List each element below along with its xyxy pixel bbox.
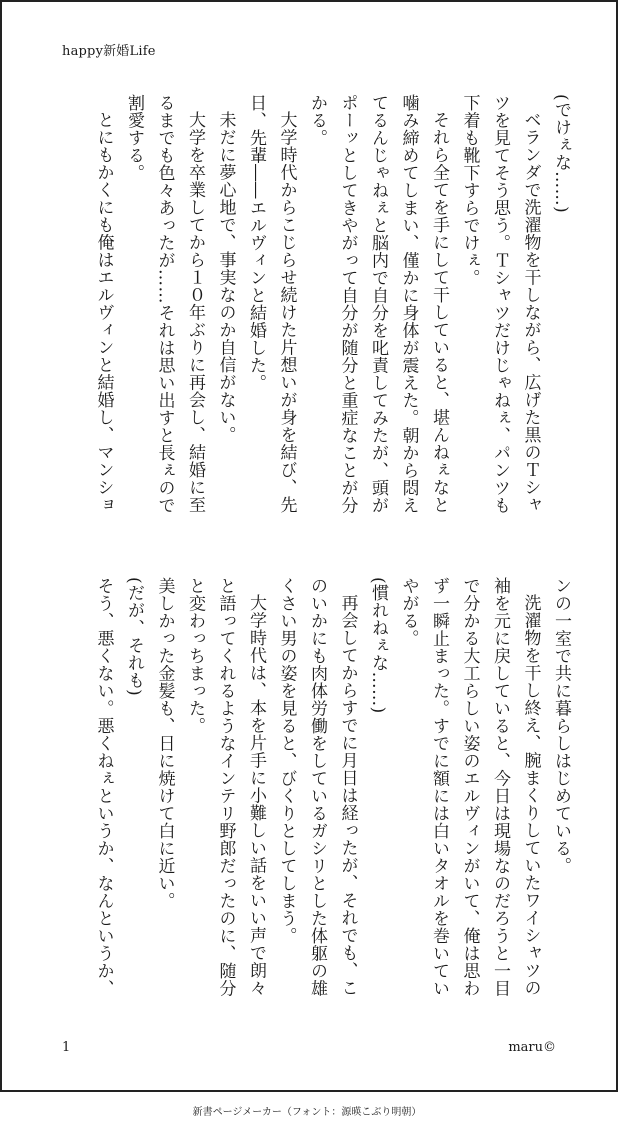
paragraph: (でけぇな……) [551,94,571,214]
paragraph: (慣れねぇな……) [368,577,388,714]
paragraph: 美しかった金髪も、日に焼けて白に近い。 [154,577,175,910]
paragraph: 洗濯物を干し終え、腕まくりしていたワイシャツの袖を元に戻していると、今日は現場なのだろうと一目で分かる大工らしい姿のエルヴィンがいて、俺は思わず一瞬止まった。すでに額には白いタオルを巻いていやがる。 [398,577,541,997]
paragraph: (だが、それも) [124,577,144,697]
book-title: happy新婚Life [62,44,156,59]
paragraph: 大学を卒業してから１０年ぶりに再会し、結婚に至るまでも色々あったが……それは思い出すと長ぇので割愛する。 [124,94,205,514]
paragraph: 再会してからすでに月日は経ったが、それでも、このいかにも肉体労働をしているガシリとした体躯の雄くさい男の姿を見ると、びくりとしてしまう。 [276,577,358,997]
page-number: 1 [62,1040,71,1055]
paragraph: ンの一室で共に暮らしはじめている。 [551,577,571,875]
paragraph: 未だに夢心地で、事実なのか自信がない。 [215,111,236,444]
generator-credit: 新書ページメーカー（フォント：源暎こぶり明朝） [192,1107,422,1118]
paragraph: 大学時代は、本を片手に小難しい話をいい声で朗々と語ってくれるようなインテリ野郎だったのに、随分と変わっちまった。 [185,577,266,997]
paragraph: ベランダで洗濯物を干しながら、広げた黒のＴシャツを見てそう思う。Ｔシャツだけじゃねぇ、パンツも下着も靴下すらでけぇ。 [459,94,541,514]
paragraph: とにもかくにも俺はエルヴィンと結婚し、マンショ [93,111,114,514]
paragraph: 大学時代からこじらせ続けた片想いが身を結び、先日、先輩――エルヴィンと結婚した。 [246,94,297,514]
upper-text-column [48,94,576,524]
paragraph: それら全てを手にして干していると、堪んねぇなと噛み締めてしまい、僅かに身体が震えた。朝から悶えてるんじゃねぇと脳内で自分を叱責してみたが、頭がポーッとしてきやがって自分が随分と重症なことが分かる。 [307,94,449,514]
paragraph: そう、悪くない。悪くねぇというか、なんというか、 [93,577,114,997]
author-signature: maru© [508,1040,556,1055]
lower-text-column [48,577,576,1012]
